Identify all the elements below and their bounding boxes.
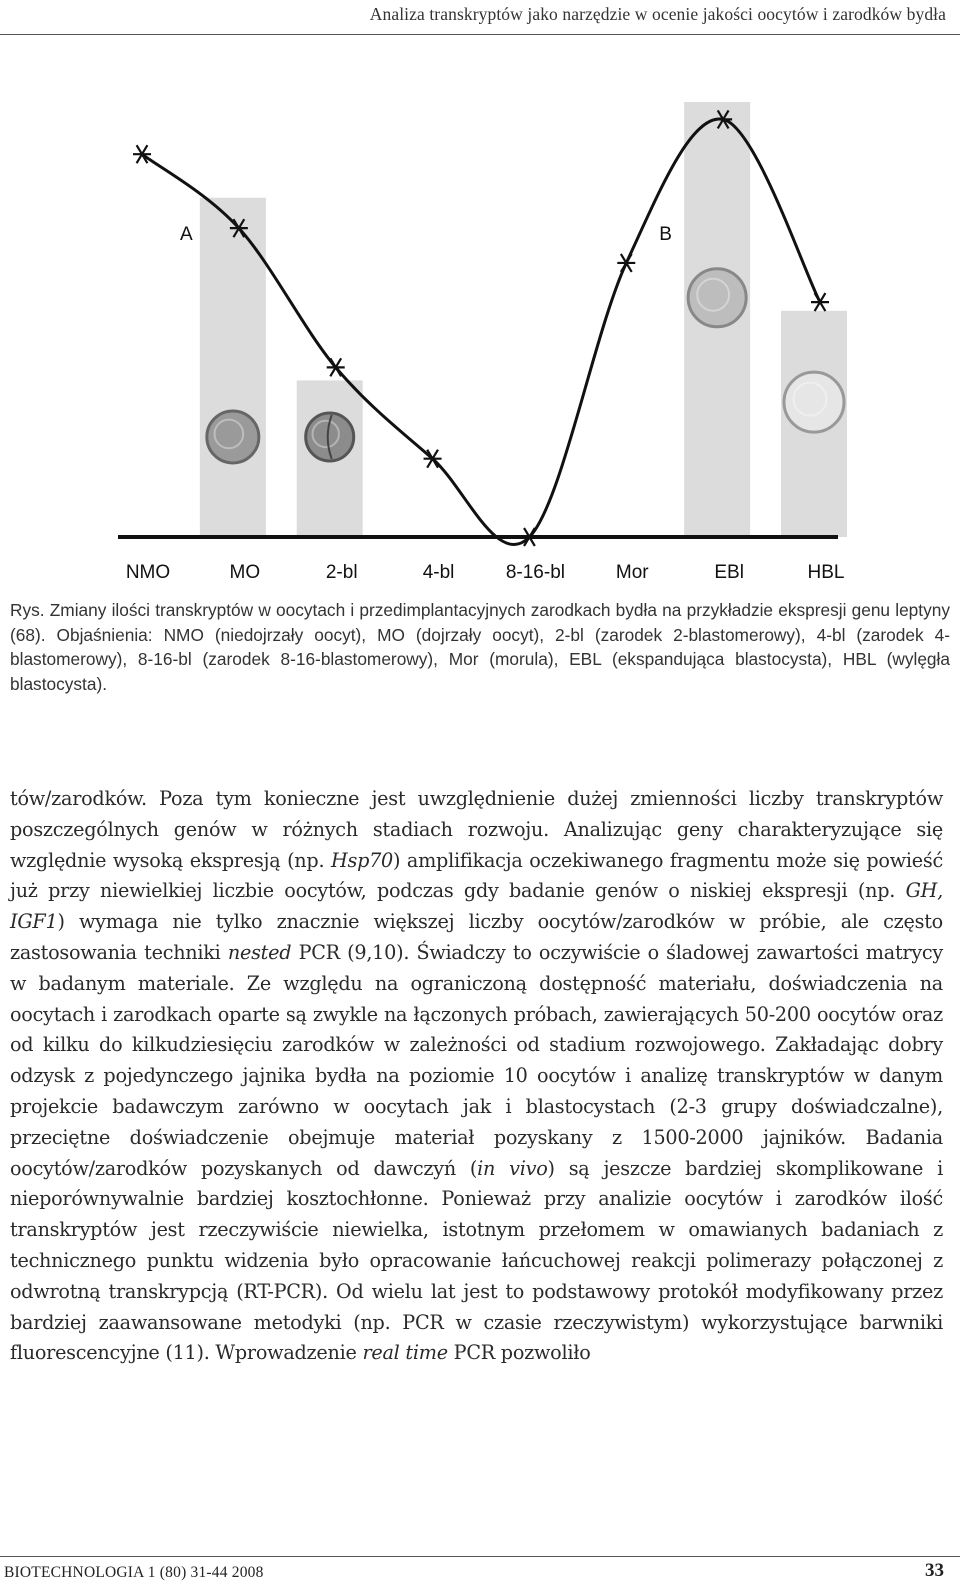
stage-label-2-bl: 2-bl	[325, 562, 358, 583]
footer-rule	[0, 1556, 960, 1557]
caption-text: Rys. Zmiany ilości transkryptów w oocytach i przedimplantacyjnych zarodkach bydła na przykładzie ekspresji genu leptyny (68). Objaśnienia: NMO (niedojrzały oocyt), MO (dojrzały oocyt), 2-bl (zarodek 2-blastomerowy), 4-bl (zarodek 4-blastomerowy), 8-16-bl (zarodek 8-16-blastomerowy), Mor (morula), EBL (ekspandująca blastocysta), HBL (wylęgła blastocysta).	[10, 600, 950, 694]
stage-label-4-bl: 4-bl	[422, 562, 455, 583]
journal-reference: BIOTECHNOLOGIA 1 (80) 31-44 2008	[4, 1564, 264, 1581]
panel-label-a: A	[180, 224, 193, 245]
data-point-nmo	[133, 145, 151, 163]
stage-label-8-16-bl: 8-16-bl	[505, 562, 565, 583]
panel-label-b: B	[659, 224, 672, 245]
stage-label-ebl: EBl	[714, 562, 744, 583]
figure-caption	[10, 598, 950, 696]
running-head: Analiza transkryptów jako narzędzie w ocenie jakości oocytów i zarodków bydła	[369, 4, 946, 24]
data-point-hbl	[811, 293, 829, 311]
stage-label-hbl: HBL	[807, 562, 845, 583]
body-paragraph: tów/zarodków. Poza tym konieczne jest uwzględnienie dużej zmienności liczby transkryptów poszczególnych genów w różnych stadiach rozwoju. Analizując geny charakteryzujące się względnie wysoką ekspresją (np. Hsp70) amplifikacja oczekiwanego fragmentu może się powieść już przy niewielkiej liczbie oocytów, podczas gdy badanie genów o niskiej ekspresji (np. GH, IGF1) wymaga nie tylko znacznie większej liczby oocytów/zarodków w próbie, ale często zastosowania techniki nested PCR (9,10). Świadczy to oczywiście o śladowej zawartości matrycy w badanym materiale. Ze względu na ograniczoną dostępność materiału, doświadczenia na oocytach i zarodkach oparte są zwykle na łączonych próbach, zawierających 50-200 oocytów oraz od kilku do kilkudziesięciu zarodków w zależności od stadium rozwojowego. Zakładając dobry odzysk z pojedynczego jajnika bydła na poziomie 10 oocytów i analizę transkryptów w danym projekcie badawczym zarówno w oocytach jak i blastocystach (2-3 grupy doświadczalne), przeciętne doświadczenie obejmuje materiał pozyskany z 1500-2000 jajników. Badania oocytów/zarodków pozyskanych od dawczyń (in vivo) są jeszcze bardziej skomplikowane i nieporównywalnie bardziej kosztochłonne. Ponieważ przy analizie oocytów i zarodków ilość transkryptów jest rzeczywiście niewielka, istotnym przełomem w omawianych badaniach z technicznego punktu widzenia było opracowanie łańcuchowej reakcji polimerazy połączonej z odwrotną transkrypcją (RT-PCR). Od wielu lat jest to podstawowy protokół modyfikowany przez bardziej zaawansowane metodyki (np. PCR w czasie rzeczywistym) wykorzystujące barwniki fluorescencyjne (11). Wprowadzenie real time PCR pozwoliło	[10, 787, 943, 1365]
figure	[110, 80, 850, 600]
stage-label-mo: MO	[229, 562, 261, 583]
page-number: 33	[925, 1560, 944, 1581]
data-point-mor	[617, 254, 635, 272]
stage-label-mor: Mor	[615, 562, 649, 583]
stage-label-nmo: NMO	[125, 562, 171, 583]
body-text	[10, 784, 943, 1369]
expression-chart	[110, 80, 850, 600]
header-rule	[0, 34, 960, 35]
stage-labels	[110, 562, 850, 592]
